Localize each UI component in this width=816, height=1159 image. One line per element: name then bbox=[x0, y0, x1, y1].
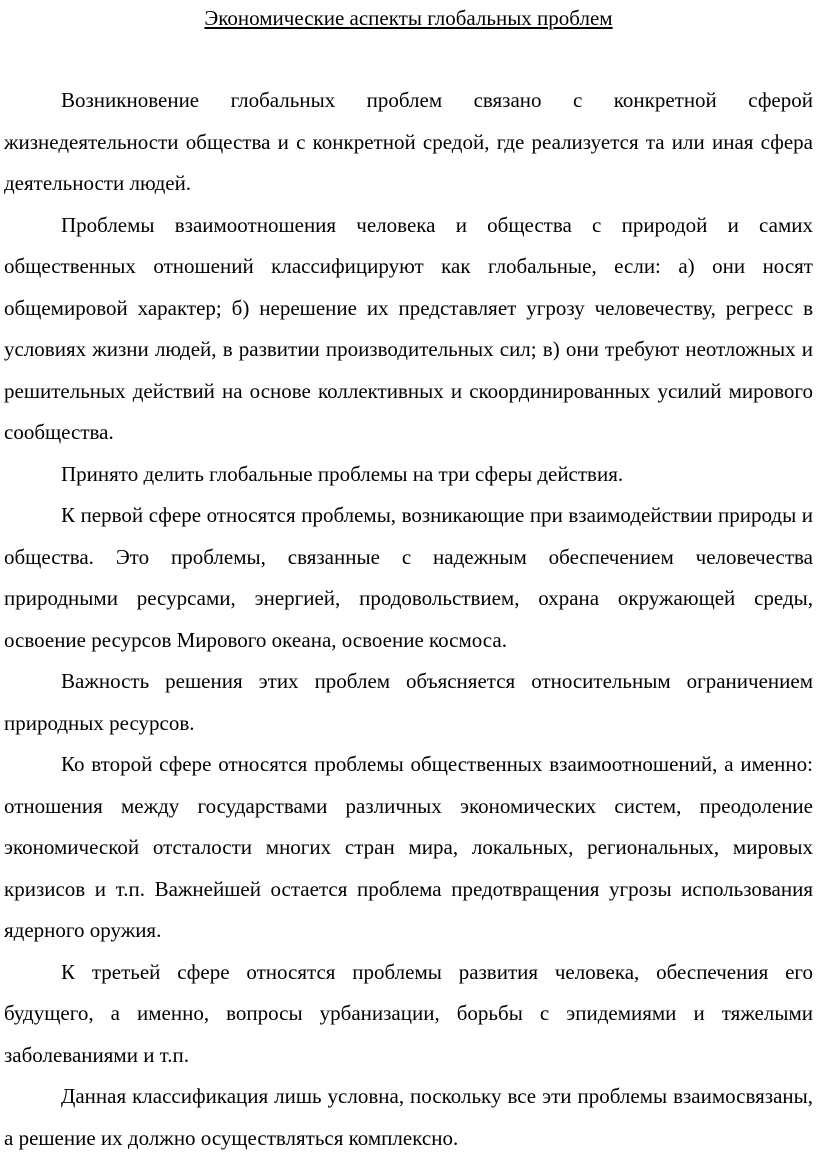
document-page bbox=[4, 0, 813, 1159]
paragraph-8: Данная классификация лишь условна, поскольку все эти проблемы взаимосвязаны, а решение их должно осуществляться комплексно. bbox=[4, 1084, 813, 1150]
paragraph-6: Ко второй сфере относятся проблемы общественных взаимоотношений, а именно: отношения между государствами различных экономических систем, преодоление экономической отсталости многих стран мира, локальных, региональных, мировых кризисов и т.п. Важнейшей остается проблема предотвращения угрозы использования ядерного оружия. bbox=[4, 752, 813, 942]
paragraph-1: Возникновение глобальных проблем связано с конкретной сферой жизнедеятельности общества и с конкретной средой, где реализуется та или иная сфера деятельности людей. bbox=[4, 88, 813, 195]
document-title: Экономические аспекты глобальных проблем bbox=[204, 6, 613, 30]
paragraph-7: К третьей сфере относятся проблемы развития человека, обеспечения его будущего, а именно, вопросы урбанизации, борьбы с эпидемиями и тяжелыми заболеваниями и т.п. bbox=[4, 959, 813, 1067]
paragraph-5: Важность решения этих проблем объясняется относительным ограничением природных ресурсов. bbox=[4, 669, 813, 735]
document-body bbox=[4, 80, 813, 1159]
paragraph-4: К первой сфере относятся проблемы, возникающие при взаимодействии природы и общества. Это проблемы, связанные с надежным обеспечением человечества природными ресурсами, энергией, продовольствием, охрана окружающей среды, освоение ресурсов Мирового океана, освоение космоса. bbox=[4, 503, 813, 652]
paragraph-2: Проблемы взаимоотношения человека и общества с природой и самих общественных отношений классифицируют как глобальные, если: а) они носят общемировой характер; б) нерешение их представляет угрозу человечеству, регресс в условиях жизни людей, в развитии производительных сил; в) они требуют неотложных и решительных действий на основе коллективных и скоординированных усилий мирового сообщества. bbox=[4, 212, 813, 444]
paragraph-3: Принято делить глобальные проблемы на три сферы действия. bbox=[61, 461, 624, 486]
